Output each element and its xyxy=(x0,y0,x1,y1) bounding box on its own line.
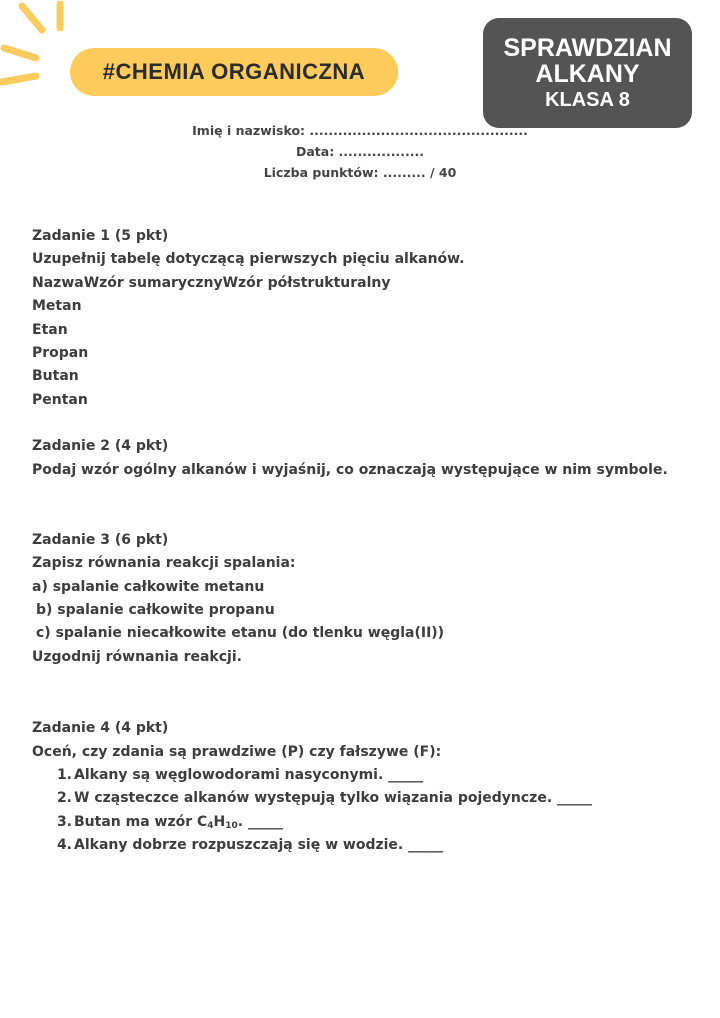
task-3-item-b: b) spalanie całkowite propanu xyxy=(36,602,275,619)
formula-suffix: . _____ xyxy=(237,813,283,830)
task-4-statement xyxy=(32,787,702,810)
task-4-statement xyxy=(32,764,702,787)
task-3-instruction: Zapisz równania reakcji spalania: xyxy=(32,555,296,572)
tasks xyxy=(32,225,702,858)
task-3 xyxy=(32,529,702,669)
statement-text: Alkany są węglowodorami nasyconymi. _____ xyxy=(74,767,424,784)
formula-hydrogen: H xyxy=(213,813,226,830)
task-1 xyxy=(32,225,702,412)
task-1-table-header: NazwaWzór sumarycznyWzór półstrukturalny xyxy=(32,274,391,291)
task-3-note: Uzgodnij równania reakcji. xyxy=(32,648,242,665)
badge-line-3: KLASA 8 xyxy=(545,89,630,112)
task-2 xyxy=(32,435,702,482)
ray-1 xyxy=(22,6,42,30)
task-1-row: Pentan xyxy=(32,391,88,408)
ray-3 xyxy=(4,48,36,58)
statement-number: 1. xyxy=(56,767,72,784)
task-1-row: Butan xyxy=(32,368,79,385)
statement-number: 4. xyxy=(56,837,72,854)
task-4-statement xyxy=(32,811,702,834)
subscript-hydrogen: 10 xyxy=(225,820,238,831)
date-field: Data: .................. xyxy=(295,144,425,159)
badge-line-1: SPRAWDZIAN xyxy=(503,33,672,62)
ray-4 xyxy=(2,76,36,82)
task-2-title: Zadanie 2 (4 pkt) xyxy=(32,438,169,455)
formula-prefix: Butan ma wzór C xyxy=(74,813,208,830)
statement-text: W cząsteczce alkanów występują tylko wiązania pojedyncze. _____ xyxy=(74,790,593,807)
task-4-statement xyxy=(32,834,702,857)
subscript-carbon: 4 xyxy=(207,820,214,831)
task-1-row: Metan xyxy=(32,298,82,315)
statement-text xyxy=(74,814,283,830)
task-4-instruction: Oceń, czy zdania są prawdziwe (P) czy fałszywe (F): xyxy=(32,743,442,760)
name-field: Imię i nazwisko: .............................................. xyxy=(192,123,528,138)
points-field: Liczba punktów: ......... / 40 xyxy=(263,165,457,180)
task-1-instruction: Uzupełnij tabelę dotyczącą pierwszych pięciu alkanów. xyxy=(32,251,465,268)
student-info xyxy=(0,120,720,183)
task-1-row: Propan xyxy=(32,344,89,361)
statement-number: 2. xyxy=(56,790,72,807)
statement-number: 3. xyxy=(56,813,72,830)
task-3-item-c: c) spalanie niecałkowite etanu (do tlenku węgla(II)) xyxy=(36,625,445,642)
subject-tag-label: #CHEMIA ORGANICZNA xyxy=(102,59,366,84)
sun-rays-decoration xyxy=(0,0,80,100)
task-4-title: Zadanie 4 (4 pkt) xyxy=(32,720,169,737)
task-3-title: Zadanie 3 (6 pkt) xyxy=(32,531,169,548)
task-3-item-a: a) spalanie całkowite metanu xyxy=(32,578,265,595)
task-2-instruction: Podaj wzór ogólny alkanów i wyjaśnij, co oznaczają występujące w nim symbole. xyxy=(32,461,668,478)
task-4 xyxy=(32,717,702,857)
badge-line-2: ALKANY xyxy=(535,60,640,88)
task-1-row: Etan xyxy=(32,321,68,338)
task-1-title: Zadanie 1 (5 pkt) xyxy=(32,228,169,244)
subject-tag xyxy=(70,48,398,96)
test-badge xyxy=(483,18,692,128)
statement-text: Alkany dobrze rozpuszczają się w wodzie. _____ xyxy=(74,837,444,854)
